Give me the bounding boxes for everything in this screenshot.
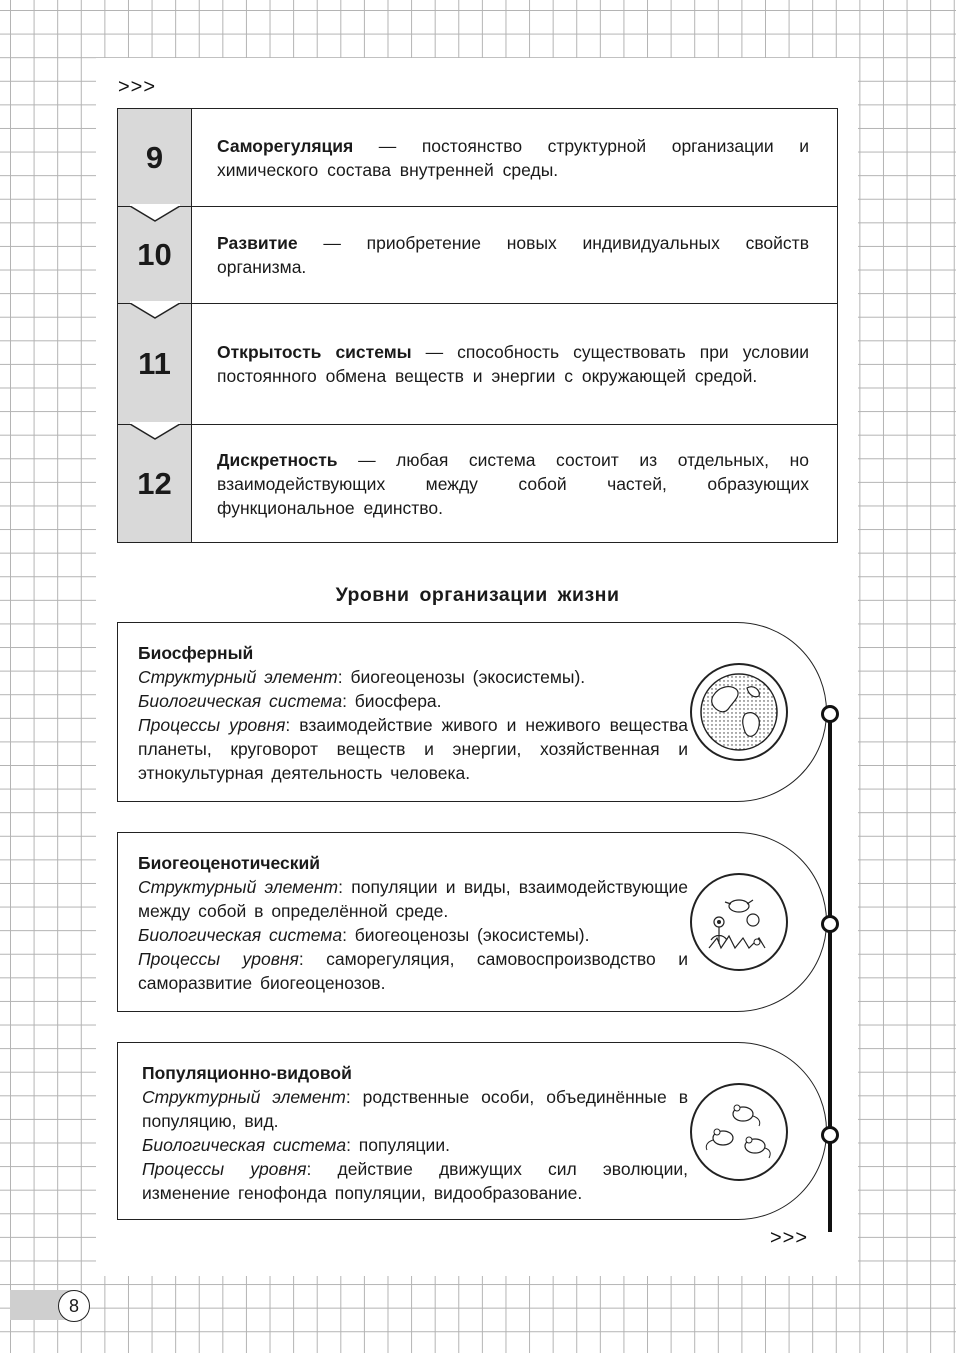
timeline-line — [828, 712, 832, 1232]
timeline-node — [821, 705, 839, 723]
property-description: Открытость системы — способность существовать при условии постоянного обмена веществ и энергии с окружающей средой. — [217, 342, 809, 386]
globe-icon — [690, 663, 788, 761]
property-term: Дискретность — [217, 449, 338, 470]
ecosystem-icon — [690, 873, 788, 971]
level-card-biosphere — [117, 622, 827, 802]
property-term: Развитие — [217, 233, 298, 253]
level-description: Популяционно-видовой Структурный элемент: родственные особи, объединённые в популяцию, вид. Биологическая система: популяции. Процессы уровня: действие движущих сил эволюции, изменение генофонда популяции, видообразование. — [142, 1063, 688, 1203]
property-term: Открытость системы — [217, 342, 412, 362]
property-row — [118, 303, 837, 424]
chevron-down-icon — [130, 424, 180, 440]
property-row — [118, 424, 837, 542]
property-number: 10 — [118, 207, 192, 303]
property-term: Саморегуляция — [217, 135, 354, 156]
mice-icon — [690, 1083, 788, 1181]
properties-table — [117, 108, 838, 543]
page-number: 8 — [58, 1290, 90, 1322]
continuation-arrows-bottom: >>> — [770, 1227, 809, 1249]
level-card-population-species — [117, 1042, 827, 1220]
level-title: Популяционно-видовой — [142, 1063, 352, 1083]
timeline-node — [821, 915, 839, 933]
continuation-arrows-top: >>> — [118, 76, 157, 98]
level-card-biogeocenotic — [117, 832, 827, 1012]
property-number: 11 — [118, 304, 192, 424]
property-number: 9 — [118, 109, 192, 206]
level-title: Биогеоценотический — [138, 853, 321, 873]
property-description: Саморегуляция — постоянство структурной организации и химического состава внутренней среды. — [217, 135, 809, 180]
property-row — [118, 109, 837, 206]
timeline-node — [821, 1126, 839, 1144]
chevron-down-icon — [130, 206, 180, 222]
property-description: Развитие — приобретение новых индивидуальных свойств организма. — [217, 233, 809, 277]
level-title: Биосферный — [138, 643, 254, 663]
property-description: Дискретность — любая система состоит из отдельных, но взаимодействующих между собой частей, образующих функциональное единство. — [217, 449, 809, 518]
level-description: Биосферный Структурный элемент: биогеоценозы (экосистемы). Биологическая система: биосфера. Процессы уровня: взаимодействие живого и неживого вещества планеты, круговорот веществ и энергии, хозяйственная и этнокультурная деятельность человека. — [138, 643, 688, 783]
section-title: Уровни организации жизни — [335, 584, 620, 606]
property-number: 12 — [118, 425, 192, 542]
chevron-down-icon — [130, 303, 180, 319]
level-description: Биогеоценотический Структурный элемент: популяции и виды, взаимодействующие между собой в определённой среде. Биологическая система: биогеоценозы (экосистемы). Процессы уровня: саморегуляция, самовоспроизводство и саморазвитие биогеоценозов. — [138, 853, 688, 993]
property-row — [118, 206, 837, 303]
